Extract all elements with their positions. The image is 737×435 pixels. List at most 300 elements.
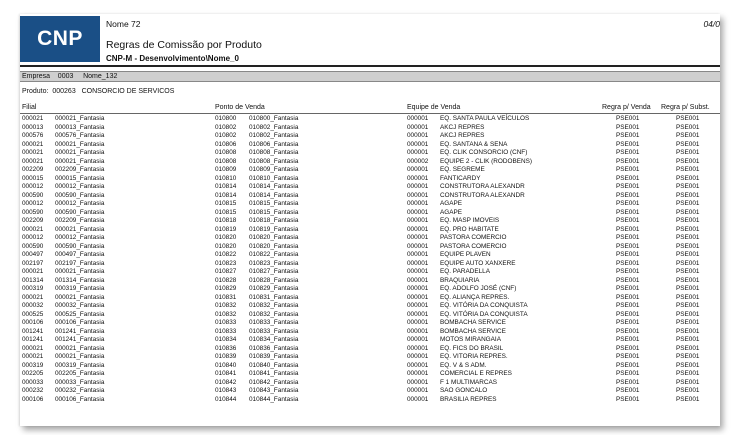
cell-filial-code: 000525 (22, 310, 44, 318)
cell-filial-name: 000032_Fantasia (55, 302, 105, 309)
cell-regra-venda: PSE001 (616, 149, 640, 156)
cell-equipe-code: 000001 (407, 208, 429, 216)
cell-ponto-name: 010840_Fantasia (249, 361, 299, 369)
cell-equipe-code: 000001 (407, 225, 429, 233)
logo-text: CNP (37, 27, 83, 50)
table-row (20, 243, 720, 252)
report-subtitle: CNP-M - Desenvolvimento\Nome_0 (106, 54, 239, 63)
cell-ponto-name: 010833_Fantasia (249, 319, 299, 326)
cell-regra-subst: PSE001 (676, 191, 700, 199)
cell-ponto-code: 010815 (215, 200, 237, 207)
cell-equipe-name: BOMBACHA SERVICE (440, 327, 506, 335)
cell-filial-code: 000013 (22, 123, 44, 131)
cell-regra-venda: PSE001 (616, 276, 640, 284)
cell-filial-name: 000319_Fantasia (55, 285, 105, 292)
table-row (20, 319, 720, 328)
cell-ponto-name: 010808_Fantasia (249, 157, 299, 165)
table-body (20, 115, 720, 404)
cell-regra-venda: PSE001 (616, 251, 640, 258)
cell-filial-code: 000319 (22, 361, 44, 369)
produto-line (22, 88, 174, 95)
cell-filial-name: 000106_Fantasia (55, 319, 105, 326)
cell-ponto-code: 010843 (215, 387, 237, 394)
cell-equipe-code: 000001 (407, 327, 429, 335)
cell-equipe-code: 000001 (407, 149, 429, 156)
empresa-code: 0003 (57, 73, 74, 80)
cell-regra-subst: PSE001 (676, 242, 700, 250)
cell-ponto-name: 010815_Fantasia (249, 200, 299, 207)
table-row (20, 192, 720, 201)
cell-ponto-name: 010829_Fantasia (249, 285, 299, 292)
cell-regra-subst: PSE001 (676, 302, 700, 309)
table-row (20, 362, 720, 371)
cell-filial-name: 000012_Fantasia (55, 183, 105, 190)
table-row (20, 387, 720, 396)
cell-ponto-code: 010834 (215, 336, 237, 343)
table-row (20, 328, 720, 337)
cell-filial-code: 000590 (22, 191, 44, 199)
table-row (20, 302, 720, 311)
cell-filial-name: 000021_Fantasia (55, 353, 105, 360)
cell-regra-venda: PSE001 (616, 225, 640, 233)
cell-regra-subst: PSE001 (676, 268, 700, 275)
cell-filial-name: 001241_Fantasia (55, 327, 105, 335)
cell-filial-code: 000012 (22, 183, 44, 190)
cell-ponto-code: 010802 (215, 123, 237, 131)
cell-ponto-name: 010814_Fantasia (249, 191, 299, 199)
cell-regra-venda: PSE001 (616, 123, 640, 131)
cell-equipe-name: EQ. SEGREME (440, 166, 485, 173)
cell-ponto-name: 010819_Fantasia (249, 225, 299, 233)
cell-ponto-code: 010818 (215, 217, 237, 224)
cell-ponto-code: 010833 (215, 327, 237, 335)
cell-filial-name: 001314_Fantasia (55, 276, 105, 284)
cell-equipe-name: FANTICARDY (440, 174, 481, 182)
cell-regra-venda: PSE001 (616, 302, 640, 309)
cell-ponto-name: 010814_Fantasia (249, 183, 299, 190)
cell-equipe-name: BRASILIA REPRES (440, 395, 497, 403)
cell-filial-code: 000021 (22, 115, 44, 122)
cell-filial-code: 001314 (22, 276, 44, 284)
cell-filial-code: 000021 (22, 225, 44, 233)
cell-equipe-name: EQ. PRO HABITATE (440, 225, 499, 233)
cell-equipe-name: EQ. PARADELLA (440, 268, 490, 275)
table-row (20, 217, 720, 226)
cell-regra-subst: PSE001 (676, 140, 700, 148)
cell-regra-subst: PSE001 (676, 344, 700, 352)
cell-equipe-name: EQ. SANTA PAULA VEÍCULOS (440, 115, 530, 122)
cell-ponto-code: 010832 (215, 302, 237, 309)
cell-filial-code: 000021 (22, 344, 44, 352)
cell-equipe-code: 000001 (407, 361, 429, 369)
cell-equipe-name: SAO GONCALO (440, 387, 488, 394)
cell-regra-subst: PSE001 (676, 208, 700, 216)
table-row (20, 311, 720, 320)
header-divider (20, 65, 720, 67)
cell-ponto-name: 010834_Fantasia (249, 336, 299, 343)
table-row (20, 132, 720, 141)
cell-equipe-name: CONSTRUTORA ALEXANDR (440, 183, 525, 190)
cell-ponto-name: 010832_Fantasia (249, 310, 299, 318)
cell-equipe-name: AGAPE (440, 208, 463, 216)
cell-filial-name: 000021_Fantasia (55, 268, 105, 275)
cell-ponto-code: 010827 (215, 268, 237, 275)
cell-filial-code: 000021 (22, 149, 44, 156)
cell-equipe-code: 000001 (407, 217, 429, 224)
cell-filial-code: 002197 (22, 259, 44, 267)
cell-equipe-code: 000001 (407, 166, 429, 173)
cell-equipe-name: BOMBACHA SERVICE (440, 319, 506, 326)
cell-equipe-code: 000001 (407, 140, 429, 148)
cell-filial-code: 000015 (22, 174, 44, 182)
cell-equipe-code: 000001 (407, 319, 429, 326)
cell-regra-subst: PSE001 (676, 395, 700, 403)
cell-ponto-name: 010841_Fantasia (249, 370, 299, 377)
cell-regra-venda: PSE001 (616, 293, 640, 301)
cell-filial-name: 002205_Fantasia (55, 370, 105, 377)
report-title: Regras de Comissão por Produto (106, 39, 262, 51)
col-ponto-venda: Ponto de Venda (215, 104, 265, 111)
cell-ponto-name: 010839_Fantasia (249, 353, 299, 360)
cell-ponto-code: 010841 (215, 370, 237, 377)
cell-filial-code: 002209 (22, 217, 44, 224)
cell-ponto-name: 010802_Fantasia (249, 123, 299, 131)
cell-equipe-code: 000001 (407, 259, 429, 267)
cell-filial-name: 000012_Fantasia (55, 200, 105, 207)
cell-equipe-code: 000001 (407, 395, 429, 403)
table-row (20, 285, 720, 294)
cell-filial-code: 000033 (22, 378, 44, 386)
cell-regra-subst: PSE001 (676, 174, 700, 182)
cell-ponto-code: 010839 (215, 353, 237, 360)
cell-ponto-name: 010809_Fantasia (249, 166, 299, 173)
cell-equipe-name: EQ. ALIANÇA REPRES. (440, 293, 510, 301)
cell-filial-name: 000497_Fantasia (55, 251, 105, 258)
cell-equipe-code: 000001 (407, 310, 429, 318)
cell-ponto-name: 010828_Fantasia (249, 276, 299, 284)
cell-regra-venda: PSE001 (616, 242, 640, 250)
cell-filial-name: 000232_Fantasia (55, 387, 105, 394)
cell-regra-subst: PSE001 (676, 293, 700, 301)
cell-filial-code: 002209 (22, 166, 44, 173)
cell-filial-code: 001241 (22, 336, 44, 343)
cell-ponto-name: 010820_Fantasia (249, 242, 299, 250)
cell-ponto-code: 010820 (215, 234, 237, 241)
cell-ponto-code: 010823 (215, 259, 237, 267)
cell-equipe-name: EQ. VITÓRIA DA CONQUISTA (440, 302, 528, 309)
cell-filial-code: 000319 (22, 285, 44, 292)
cell-equipe-code: 000001 (407, 200, 429, 207)
cell-regra-venda: PSE001 (616, 208, 640, 216)
cell-regra-subst: PSE001 (676, 132, 700, 139)
cell-regra-subst: PSE001 (676, 276, 700, 284)
cell-filial-name: 000021_Fantasia (55, 115, 105, 122)
cell-equipe-code: 000001 (407, 378, 429, 386)
cell-equipe-name: EQ. MASP IMOVEIS (440, 217, 500, 224)
cell-filial-code: 000497 (22, 251, 44, 258)
cell-regra-subst: PSE001 (676, 378, 700, 386)
produto-name: CONSORCIO DE SERVICOS (81, 88, 175, 95)
cell-equipe-code: 000001 (407, 183, 429, 190)
cell-equipe-code: 000001 (407, 387, 429, 394)
cell-ponto-name: 010802_Fantasia (249, 132, 299, 139)
cell-filial-code: 000012 (22, 200, 44, 207)
cell-filial-code: 000590 (22, 242, 44, 250)
cell-filial-name: 002209_Fantasia (55, 166, 105, 173)
cell-regra-subst: PSE001 (676, 336, 700, 343)
cell-ponto-name: 010842_Fantasia (249, 378, 299, 386)
cell-filial-code: 000032 (22, 302, 44, 309)
cell-regra-venda: PSE001 (616, 183, 640, 190)
cell-regra-venda: PSE001 (616, 268, 640, 275)
cell-ponto-code: 010806 (215, 140, 237, 148)
cell-ponto-name: 010831_Fantasia (249, 293, 299, 301)
cell-filial-code: 000106 (22, 319, 44, 326)
cell-regra-venda: PSE001 (616, 191, 640, 199)
table-row (20, 209, 720, 218)
cell-equipe-name: EQUIPE 2 - CLIK (RODOBENS) (440, 157, 532, 165)
table-row (20, 200, 720, 209)
cell-regra-venda: PSE001 (616, 361, 640, 369)
cell-regra-venda: PSE001 (616, 259, 640, 267)
cell-equipe-name: AKCJ REPRES (440, 132, 485, 139)
cell-ponto-code: 010809 (215, 166, 237, 173)
table-row (20, 353, 720, 362)
cell-filial-code: 000106 (22, 395, 44, 403)
cell-filial-name: 000590_Fantasia (55, 208, 105, 216)
col-equipe-venda: Equipe de Venda (407, 104, 461, 111)
table-row (20, 124, 720, 133)
cell-equipe-name: AGAPE (440, 200, 463, 207)
cell-regra-subst: PSE001 (676, 225, 700, 233)
cell-ponto-code: 010814 (215, 183, 237, 190)
cell-equipe-code: 000001 (407, 293, 429, 301)
cell-equipe-code: 000001 (407, 353, 429, 360)
cell-equipe-name: EQ. SANTANA & SENA (440, 140, 508, 148)
cell-equipe-code: 000001 (407, 123, 429, 131)
cell-regra-venda: PSE001 (616, 387, 640, 394)
cell-ponto-code: 010810 (215, 174, 237, 182)
cell-filial-code: 000021 (22, 157, 44, 165)
cell-equipe-name: EQ. CLIK CONSORCIO (CNF) (440, 149, 528, 156)
table-row (20, 345, 720, 354)
cell-ponto-name: 010822_Fantasia (249, 251, 299, 258)
table-row (20, 226, 720, 235)
cell-ponto-name: 010815_Fantasia (249, 208, 299, 216)
cell-filial-code: 000012 (22, 234, 44, 241)
cell-filial-name: 001241_Fantasia (55, 336, 105, 343)
cell-filial-name: 000021_Fantasia (55, 225, 105, 233)
cell-regra-subst: PSE001 (676, 200, 700, 207)
cell-filial-name: 000021_Fantasia (55, 293, 105, 301)
cell-equipe-code: 000001 (407, 370, 429, 377)
table-row (20, 141, 720, 150)
cell-equipe-name: CONSTRUTORA ALEXANDR (440, 191, 525, 199)
cell-filial-name: 002197_Fantasia (55, 259, 105, 267)
cell-ponto-name: 010833_Fantasia (249, 327, 299, 335)
cell-filial-code: 002205 (22, 370, 44, 377)
cell-regra-venda: PSE001 (616, 200, 640, 207)
cell-ponto-name: 010823_Fantasia (249, 259, 299, 267)
cell-filial-name: 000021_Fantasia (55, 157, 105, 165)
cell-equipe-name: EQUIPE AUTO XANXERE (440, 259, 516, 267)
cell-regra-subst: PSE001 (676, 370, 700, 377)
cell-equipe-code: 000001 (407, 344, 429, 352)
cell-ponto-name: 010820_Fantasia (249, 234, 299, 241)
cell-regra-subst: PSE001 (676, 353, 700, 360)
cell-regra-venda: PSE001 (616, 115, 640, 122)
cell-ponto-name: 010806_Fantasia (249, 140, 299, 148)
cell-regra-subst: PSE001 (676, 285, 700, 292)
cell-equipe-code: 000002 (407, 157, 429, 165)
table-row (20, 234, 720, 243)
cell-filial-name: 000013_Fantasia (55, 123, 105, 131)
cell-regra-venda: PSE001 (616, 157, 640, 165)
cell-equipe-name: EQ. VITORIA REPRES. (440, 353, 508, 360)
table-row (20, 294, 720, 303)
cell-ponto-code: 010831 (215, 293, 237, 301)
cell-ponto-code: 010832 (215, 310, 237, 318)
cell-ponto-code: 010840 (215, 361, 237, 369)
cell-regra-venda: PSE001 (616, 353, 640, 360)
table-row (20, 166, 720, 175)
cell-filial-code: 000021 (22, 140, 44, 148)
cell-regra-subst: PSE001 (676, 166, 700, 173)
cell-filial-code: 000021 (22, 353, 44, 360)
cell-regra-venda: PSE001 (616, 395, 640, 403)
cell-equipe-name: AKCJ REPRES (440, 123, 485, 131)
cell-equipe-name: EQ. VITÓRIA DA CONQUISTA (440, 310, 528, 318)
cell-regra-subst: PSE001 (676, 251, 700, 258)
cell-equipe-code: 000001 (407, 191, 429, 199)
cell-filial-name: 000525_Fantasia (55, 310, 105, 318)
cell-equipe-code: 000001 (407, 132, 429, 139)
cell-regra-subst: PSE001 (676, 123, 700, 131)
cell-regra-venda: PSE001 (616, 378, 640, 386)
table-header (20, 104, 720, 114)
cell-filial-name: 000590_Fantasia (55, 242, 105, 250)
cell-ponto-code: 010800 (215, 115, 237, 122)
cell-regra-subst: PSE001 (676, 319, 700, 326)
cell-filial-code: 000232 (22, 387, 44, 394)
cell-filial-code: 000590 (22, 208, 44, 216)
cell-regra-subst: PSE001 (676, 361, 700, 369)
table-row (20, 149, 720, 158)
empresa-band (20, 71, 720, 82)
cell-equipe-name: COMERCIAL E REPRES (440, 370, 512, 377)
cell-ponto-code: 010833 (215, 319, 237, 326)
cell-ponto-code: 010820 (215, 242, 237, 250)
table-row (20, 336, 720, 345)
cell-ponto-name: 010800_Fantasia (249, 115, 299, 122)
table-row (20, 370, 720, 379)
cell-filial-name: 002209_Fantasia (55, 217, 105, 224)
cell-ponto-code: 010802 (215, 132, 237, 139)
cell-equipe-code: 000001 (407, 242, 429, 250)
cell-equipe-code: 000001 (407, 302, 429, 309)
report-date: 04/0 (703, 19, 720, 29)
cell-ponto-name: 010808_Fantasia (249, 149, 299, 156)
cell-equipe-name: EQ. FICS DO BRASIL (440, 344, 504, 352)
table-row (20, 268, 720, 277)
cell-ponto-code: 010844 (215, 395, 237, 403)
cell-regra-venda: PSE001 (616, 217, 640, 224)
cell-ponto-name: 010836_Fantasia (249, 344, 299, 352)
cnp-logo (20, 16, 100, 62)
cell-ponto-name: 010832_Fantasia (249, 302, 299, 309)
cell-equipe-name: BRAQUIARIA (440, 276, 480, 284)
cell-equipe-name: PASTORA COMERCIO (440, 234, 507, 241)
cell-regra-subst: PSE001 (676, 183, 700, 190)
col-regra-subst: Regra p/ Subst. (661, 104, 710, 111)
cell-regra-venda: PSE001 (616, 336, 640, 343)
produto-code: 000263 (52, 88, 76, 95)
cell-ponto-code: 010836 (215, 344, 237, 352)
cell-equipe-code: 000001 (407, 115, 429, 122)
cell-ponto-code: 010815 (215, 208, 237, 216)
cell-filial-name: 000319_Fantasia (55, 361, 105, 369)
cell-regra-venda: PSE001 (616, 370, 640, 377)
table-row (20, 183, 720, 192)
cell-ponto-code: 010808 (215, 157, 237, 165)
cell-equipe-code: 000001 (407, 268, 429, 275)
cell-filial-name: 000033_Fantasia (55, 378, 105, 386)
cell-equipe-code: 000001 (407, 174, 429, 182)
cell-equipe-name: EQ. ADOLFO JOSÉ (CNF) (440, 285, 517, 292)
cell-filial-code: 000021 (22, 268, 44, 275)
cell-filial-name: 000106_Fantasia (55, 395, 105, 403)
cell-equipe-code: 000001 (407, 285, 429, 292)
cell-ponto-code: 010808 (215, 149, 237, 156)
cell-regra-subst: PSE001 (676, 310, 700, 318)
cell-equipe-name: EQ. V & S ADM. (440, 361, 487, 369)
cell-regra-venda: PSE001 (616, 132, 640, 139)
cell-filial-name: 000021_Fantasia (55, 140, 105, 148)
cell-regra-subst: PSE001 (676, 259, 700, 267)
cell-regra-venda: PSE001 (616, 285, 640, 292)
table-row (20, 260, 720, 269)
cell-equipe-code: 000001 (407, 276, 429, 284)
col-regra-venda: Regra p/ Venda (602, 104, 651, 111)
produto-label: Produto: (22, 88, 49, 95)
cell-ponto-name: 010827_Fantasia (249, 268, 299, 275)
cell-equipe-name: EQUIPE PLAVEN (440, 251, 491, 258)
cell-regra-venda: PSE001 (616, 174, 640, 182)
table-row (20, 396, 720, 405)
cell-filial-name: 000015_Fantasia (55, 174, 105, 182)
table-row (20, 277, 720, 286)
report-name: Nome 72 (106, 19, 141, 29)
cell-ponto-code: 010829 (215, 285, 237, 292)
table-row (20, 251, 720, 260)
cell-equipe-code: 000001 (407, 336, 429, 343)
cell-regra-venda: PSE001 (616, 166, 640, 173)
table-row (20, 379, 720, 388)
cell-regra-venda: PSE001 (616, 234, 640, 241)
table-row (20, 115, 720, 124)
cell-regra-subst: PSE001 (676, 327, 700, 335)
empresa-name: Nome_132 (83, 73, 118, 80)
cell-ponto-code: 010842 (215, 378, 237, 386)
cell-regra-subst: PSE001 (676, 157, 700, 165)
table-row (20, 175, 720, 184)
cell-ponto-name: 010844_Fantasia (249, 395, 299, 403)
cell-equipe-name: MOTOS MIRANGAIA (440, 336, 501, 343)
cell-equipe-name: PASTORA COMERCIO (440, 242, 507, 250)
col-filial: Filial (22, 104, 37, 111)
cell-ponto-name: 010818_Fantasia (249, 217, 299, 224)
empresa-label: Empresa (22, 73, 51, 80)
